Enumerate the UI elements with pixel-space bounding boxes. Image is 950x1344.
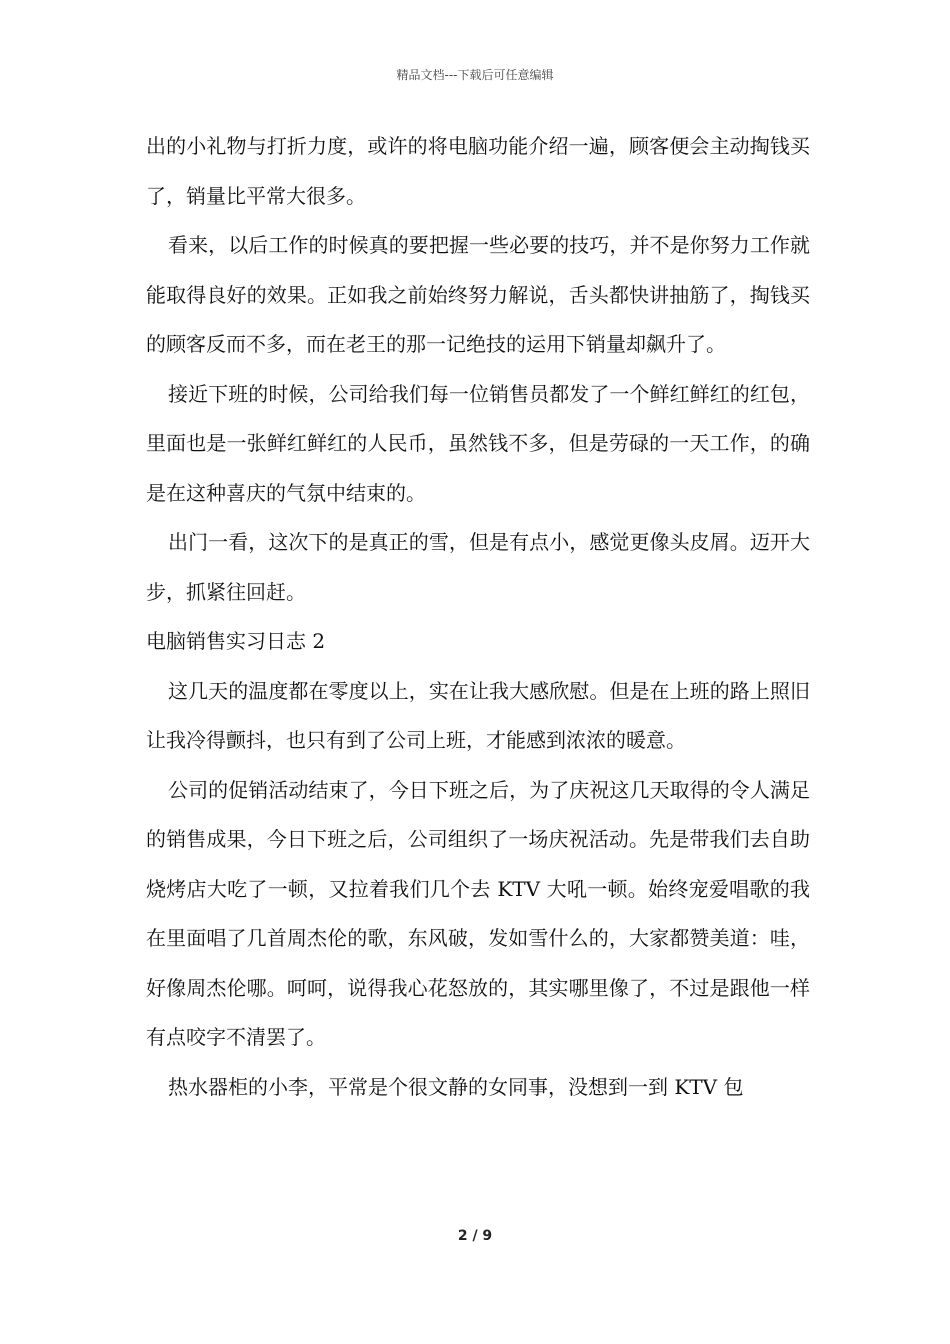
document-body xyxy=(146,122,810,1112)
page-header: 精品文档---下载后可任意编辑 xyxy=(396,68,554,82)
paragraph-5: 这几天的温度都在零度以上，实在让我大感欣慰。但是在上班的路上照旧让我冷得颤抖，也只有到了公司上班，才能感到浓浓的暖意。 xyxy=(146,678,810,752)
paragraph-4: 出门一看，这次下的是真正的雪，但是有点小，感觉更像头皮屑。迈开大步，抓紧往回赶。 xyxy=(146,530,810,604)
page-number: 2 / 9 xyxy=(457,1228,493,1244)
paragraph-6: 公司的促销活动结束了，今日下班之后，为了庆祝这几天取得的令人满足的销售成果，今日下班之后，公司组织了一场庆祝活动。先是带我们去自助烧烤店大吃了一顿，又拉着我们几个去 KTV 大吼一顿。始终宠爱唱歌的我在里面唱了几首周杰伦的歌，东风破，发如雪什么的，大家都赞美道：哇，好像周杰伦哪。呵呵，说得我心花怒放的，其实哪里像了，不过是跟他一样有点咬字不清罢了。 xyxy=(146,777,810,1049)
paragraph-2: 看来，以后工作的时候真的要把握一些必要的技巧，并不是你努力工作就能取得良好的效果。正如我之前始终努力解说，舌头都快讲抽筋了，掏钱买的顾客反而不多，而在老王的那一记绝技的运用下销量却飙升了。 xyxy=(146,233,810,356)
paragraph-7: 热水器柜的小李，平常是个很文静的女同事，没想到一到 KTV 包 xyxy=(168,1074,744,1099)
paragraph-3: 接近下班的时候，公司给我们每一位销售员都发了一个鲜红鲜红的红包，里面也是一张鲜红鲜红的人民币，虽然钱不多，但是劳碌的一天工作，的确是在这种喜庆的气氛中结束的。 xyxy=(146,381,810,505)
section-heading: 电脑销售实习日志 2 xyxy=(146,629,326,653)
paragraph-1: 出的小礼物与打折力度，或许的将电脑功能介绍一遍，顾客便会主动掏钱买了，销量比平常大很多。 xyxy=(146,134,810,208)
